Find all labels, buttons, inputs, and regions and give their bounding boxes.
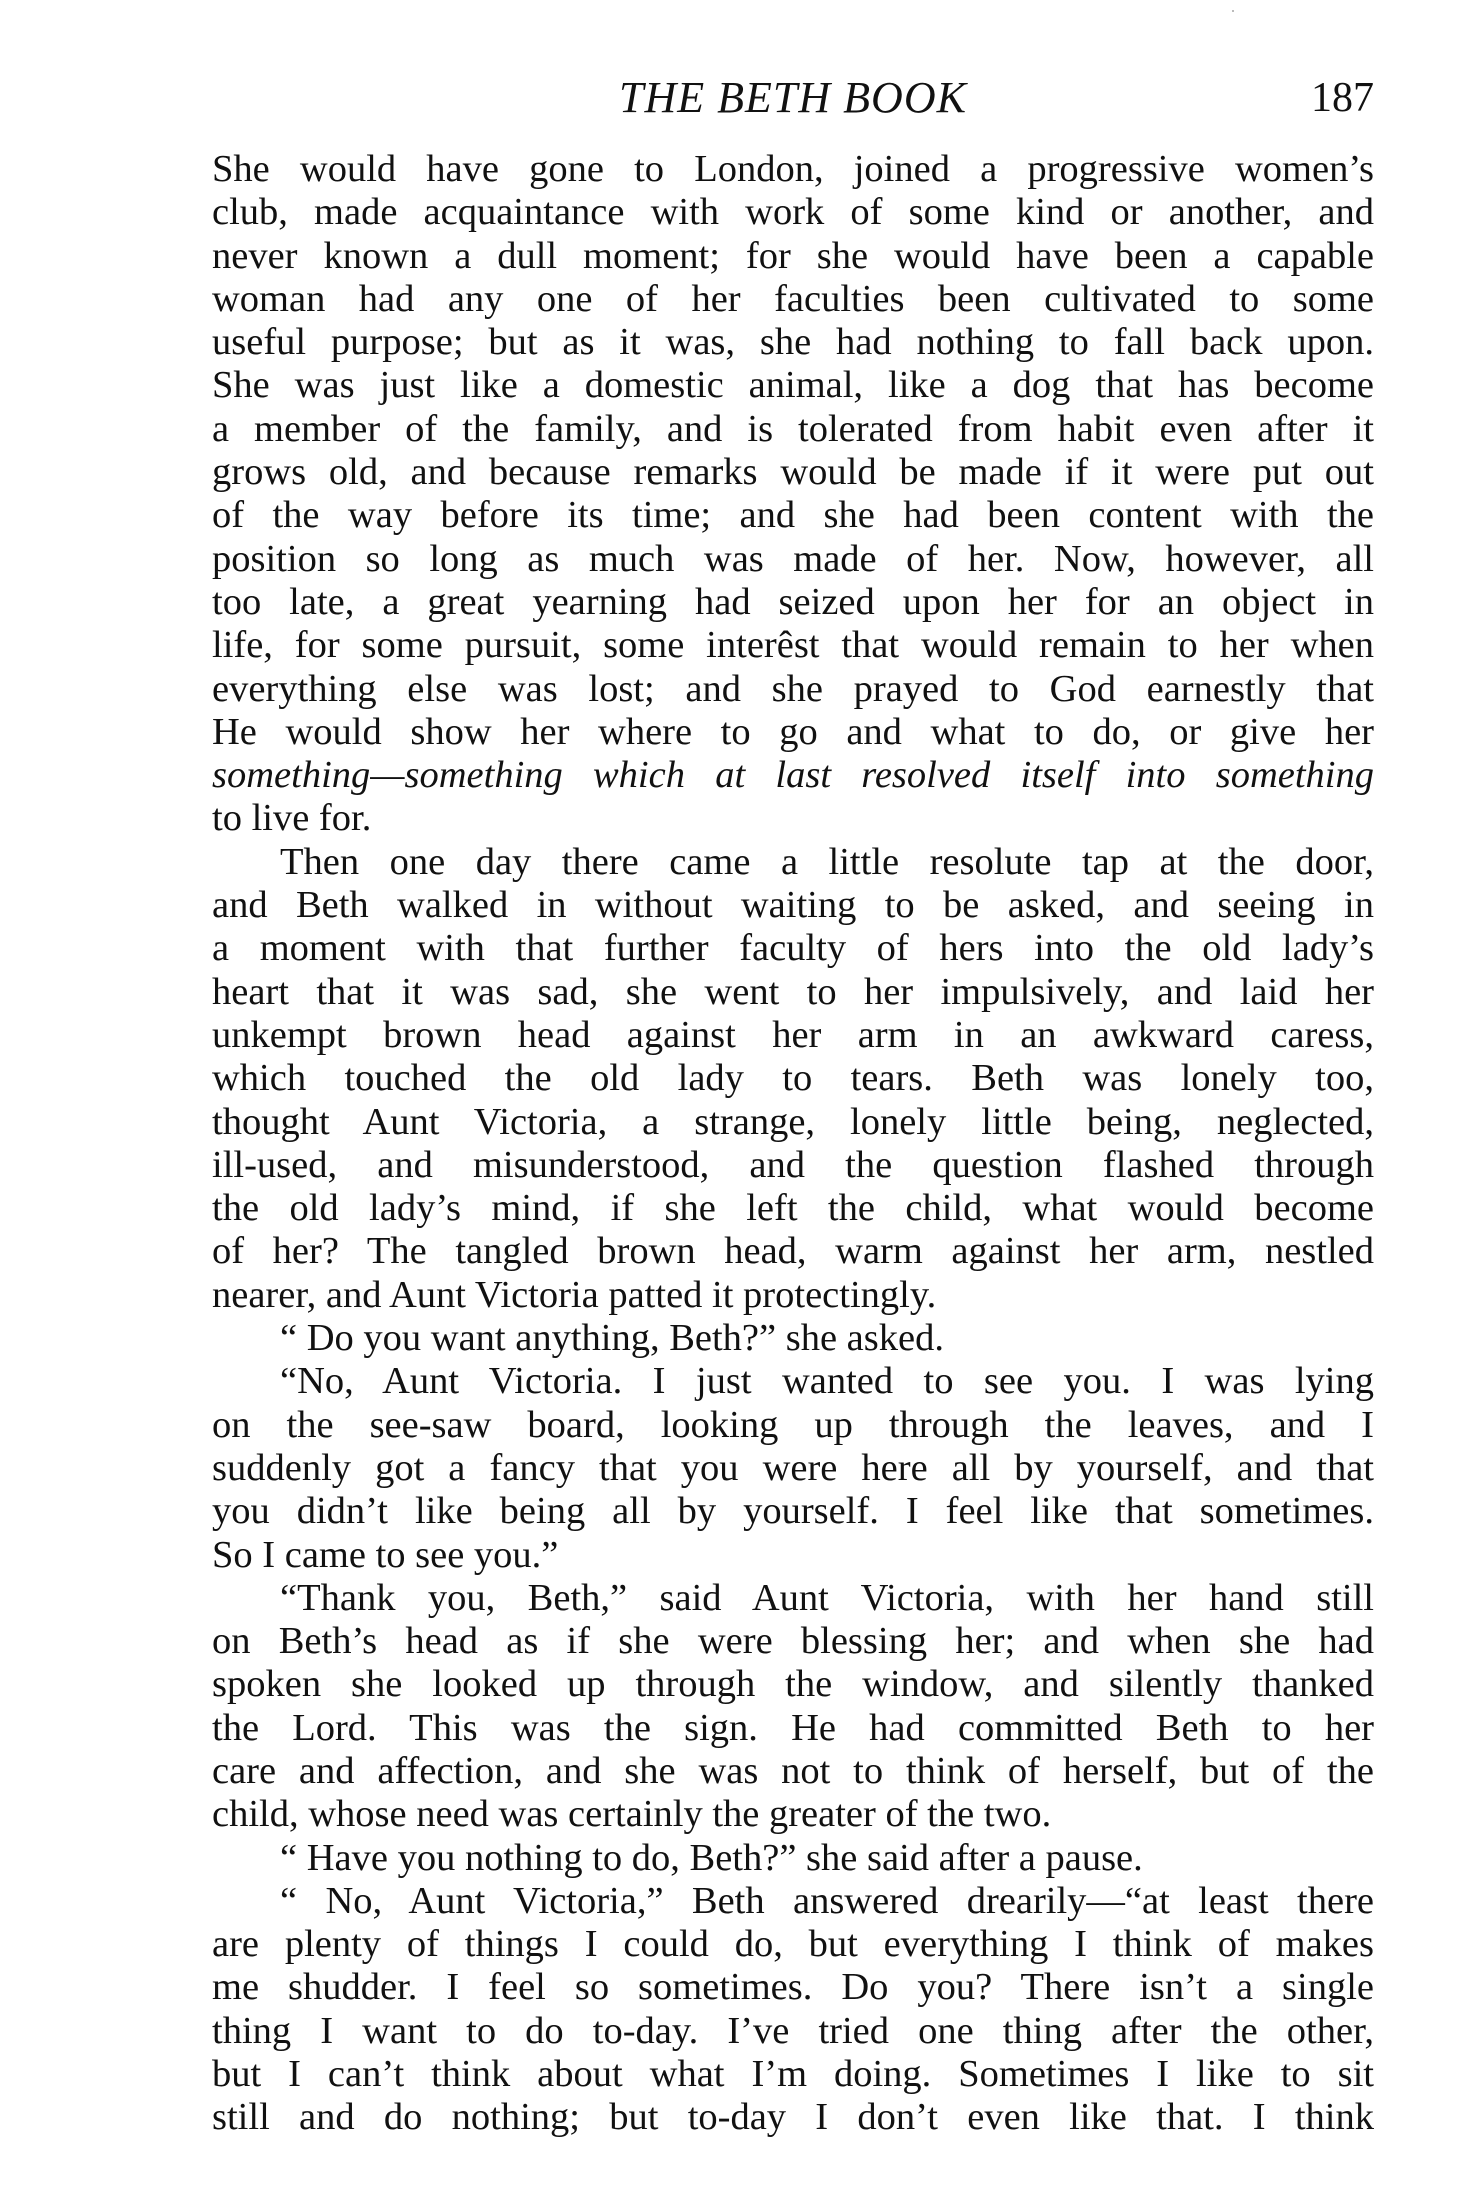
text-line: never known a dull moment; for she would have been a capable bbox=[212, 234, 1374, 277]
paragraph-start-line: “Thank you, Beth,” said Aunt Victoria, with her hand still bbox=[280, 1576, 1374, 1619]
paragraph-start-line: “No, Aunt Victoria. I just wanted to see you. I was lying bbox=[280, 1360, 1374, 1403]
text-line: are plenty of things I could do, but everything I think of makes bbox=[212, 1923, 1374, 1966]
text-line: grows old, and because remarks would be made if it were put out bbox=[212, 451, 1374, 494]
paragraph-end-line: So I came to see you.” bbox=[212, 1533, 559, 1576]
paragraph-end-line: nearer, and Aunt Victoria patted it protectingly. bbox=[212, 1273, 937, 1316]
text-line: care and affection, and she was not to think of herself, but of the bbox=[212, 1749, 1374, 1792]
page-number: 187 bbox=[1311, 75, 1374, 121]
dialogue-line: “ Do you want anything, Beth?” she asked. bbox=[280, 1317, 944, 1360]
text-line: thought Aunt Victoria, a strange, lonely little being, neglected, bbox=[212, 1100, 1374, 1143]
text-line: He would show her where to go and what to do, or give her bbox=[212, 710, 1374, 753]
text-line: heart that it was sad, she went to her impulsively, and laid her bbox=[212, 970, 1374, 1013]
text-line: spoken she looked up through the window, and silently thanked bbox=[212, 1663, 1374, 1706]
text-line: and Beth walked in without waiting to be asked, and seeing in bbox=[212, 884, 1374, 927]
text-line: of the way before its time; and she had been content with the bbox=[212, 494, 1374, 537]
running-title: THE BETH BOOK bbox=[619, 73, 967, 122]
text-line: life, for some pursuit, some interêst that would remain to her when bbox=[212, 624, 1374, 667]
text-line: on Beth’s head as if she were blessing her; and when she had bbox=[212, 1620, 1374, 1663]
page-header bbox=[212, 72, 1374, 124]
paragraph-end-line: to live for. bbox=[212, 797, 372, 840]
text-line: the old lady’s mind, if she left the child, what would become bbox=[212, 1187, 1374, 1230]
text-line: ill-used, and misunderstood, and the question flashed through bbox=[212, 1143, 1374, 1186]
text-line: suddenly got a fancy that you were here all by yourself, and that bbox=[212, 1446, 1374, 1489]
text-line: but I can’t think about what I’m doing. Sometimes I like to sit bbox=[212, 2053, 1374, 2096]
text-line: a member of the family, and is tolerated from habit even after it bbox=[212, 407, 1374, 450]
paragraph-end-line: child, whose need was certainly the greater of the two. bbox=[212, 1793, 1052, 1836]
text-line-italic: something—something which at last resolved itself into something bbox=[212, 754, 1374, 797]
body-text bbox=[212, 148, 1374, 2140]
paragraph-start-line: Then one day there came a little resolute tap at the door, bbox=[280, 840, 1374, 883]
text-line: She was just like a domestic animal, like a dog that has become bbox=[212, 364, 1374, 407]
text-line: still and do nothing; but to-day I don’t even like that. I think bbox=[212, 2096, 1374, 2139]
text-line: unkempt brown head against her arm in an awkward caress, bbox=[212, 1013, 1374, 1056]
text-line: me shudder. I feel so sometimes. Do you? There isn’t a single bbox=[212, 1966, 1374, 2009]
text-line: you didn’t like being all by yourself. I feel like that sometimes. bbox=[212, 1490, 1374, 1533]
text-line: the Lord. This was the sign. He had committed Beth to her bbox=[212, 1706, 1374, 1749]
text-line: thing I want to do to-day. I’ve tried one thing after the other, bbox=[212, 2009, 1374, 2052]
text-line: a moment with that further faculty of hers into the old lady’s bbox=[212, 927, 1374, 970]
text-line: club, made acquaintance with work of some kind or another, and bbox=[212, 191, 1374, 234]
text-line: woman had any one of her faculties been cultivated to some bbox=[212, 277, 1374, 320]
text-line: everything else was lost; and she prayed to God earnestly that bbox=[212, 667, 1374, 710]
text-line: She would have gone to London, joined a progressive women’s bbox=[212, 148, 1374, 190]
text-line: too late, a great yearning had seized upon her for an object in bbox=[212, 580, 1374, 623]
text-line: on the see-saw board, looking up through the leaves, and I bbox=[212, 1403, 1374, 1446]
paragraph-start-line: “ No, Aunt Victoria,” Beth answered drearily—“at least there bbox=[280, 1879, 1374, 1922]
text-line: position so long as much was made of her. Now, however, all bbox=[212, 537, 1374, 580]
text-line: useful purpose; but as it was, she had nothing to fall back upon. bbox=[212, 321, 1374, 364]
dialogue-line: “ Have you nothing to do, Beth?” she said after a pause. bbox=[280, 1836, 1143, 1879]
text-line: which touched the old lady to tears. Beth was lonely too, bbox=[212, 1057, 1374, 1100]
paper-speck bbox=[1232, 10, 1234, 12]
text-line: of her? The tangled brown head, warm against her arm, nestled bbox=[212, 1230, 1374, 1273]
